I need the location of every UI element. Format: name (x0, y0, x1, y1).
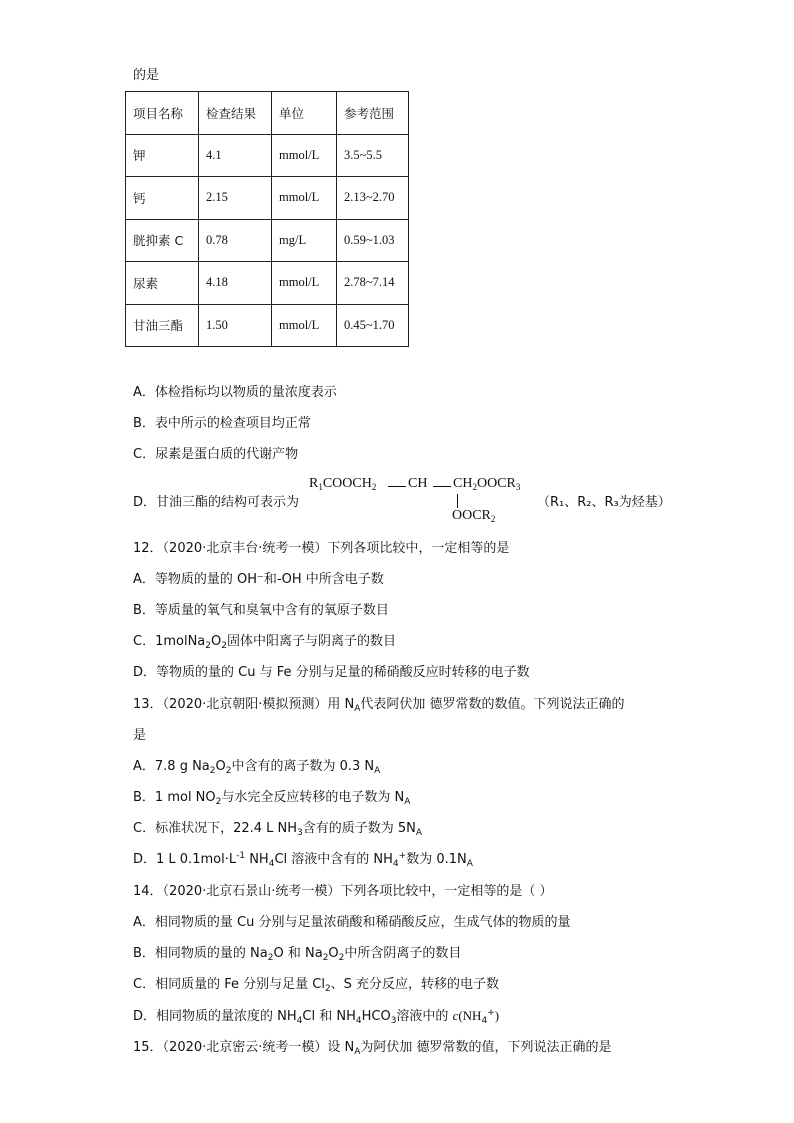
bond-left (388, 486, 406, 487)
q11-option-b: B．表中所示的检查项目均正常 (133, 416, 311, 431)
table-cell: 甘油三酯 (126, 304, 199, 347)
q11-option-c: C．尿素是蛋白质的代谢产物 (133, 447, 299, 462)
table-header-row (126, 92, 409, 135)
structure-right-group: $CH_2OOCR_3$ (453, 476, 521, 492)
q15-stem: 15．（2020·北京密云·统考一模）设 $N_A$为阿伏加 德罗常数的值，下列说法正确的是 (133, 1040, 612, 1057)
table-cell: mmol/L (272, 177, 337, 220)
q14-option-c: C．相同质量的 Fe 分别与足量 $Cl_2$、S 充分反应，转移的电子数 (133, 977, 500, 994)
q12-option-c: C．$1molNa_2O_2$固体中阳离子与阴离子的数目 (133, 634, 396, 651)
table-cell: 0.78 (199, 219, 272, 262)
q14-stem: 14．（2020·北京石景山·统考一模）下列各项比较中，一定相等的是（ ） (133, 884, 553, 899)
table-cell: 钙 (126, 177, 199, 220)
table-row (126, 177, 409, 220)
intro-tail-text: 的是 (133, 68, 160, 83)
table-cell: mmol/L (272, 304, 337, 347)
table-header-cell: 检查结果 (199, 92, 272, 135)
table-cell: 0.45~1.70 (337, 304, 409, 347)
table-cell: 4.1 (199, 134, 272, 177)
table-row (126, 262, 409, 305)
lab-results-table (125, 91, 409, 347)
q12-option-d: D．等物质的量的 Cu 与 Fe 分别与足量的稀硝酸反应时转移的电子数 (133, 665, 530, 680)
q13-option-d: D．1 L $0.1mol\cdot L^{-1}$ $NH_4Cl$ 溶液中含有的 $NH_4^+$数为 $0.1N_A$ (133, 851, 473, 869)
table-row (126, 304, 409, 347)
q14-option-a: A．相同物质的量 Cu 分别与足量浓硝酸和稀硝酸反应，生成气体的物质的量 (133, 915, 571, 930)
structure-bottom-group: $OOCR_2$ (452, 508, 496, 524)
table-header-cell: 项目名称 (126, 92, 199, 135)
table-cell: 胱抑素 C (126, 219, 199, 262)
q13-option-b: B．1 mol $NO_2$与水完全反应转移的电子数为 $N_A$ (133, 790, 411, 807)
q11-option-d: D．甘油三酯的结构可表示为 (133, 495, 300, 510)
q13-stem: 13．（2020·北京朝阳·模拟预测）用 $N_A$代表阿伏加 德罗常数的数值。下列说法正确的 (133, 697, 625, 714)
table-cell: 2.13~2.70 (337, 177, 409, 220)
q11-option-a: A．体检指标均以物质的量浓度表示 (133, 385, 337, 400)
table-cell: 尿素 (126, 262, 199, 305)
table-cell: 2.78~7.14 (337, 262, 409, 305)
table-cell: mmol/L (272, 134, 337, 177)
q13-option-c: C．标准状况下，22.4 L $NH_3$含有的质子数为 $5N_A$ (133, 821, 423, 838)
q14-option-d: D．相同物质的量浓度的 $NH_4Cl$ 和 $NH_4HCO_3$溶液中的 $c(NH_4^+)$ (133, 1008, 500, 1026)
table-cell: 钾 (126, 134, 199, 177)
table-cell: 0.59~1.03 (337, 219, 409, 262)
structure-left-group: $R_1COOCH_2$ (309, 476, 377, 492)
table-header-cell: 单位 (272, 92, 337, 135)
q13-option-a: A．7.8 g $Na_2O_2$中含有的离子数为 0.3 $N_A$ (133, 759, 381, 776)
structure-center-group: CH (408, 476, 428, 491)
table-header-cell: 参考范围 (337, 92, 409, 135)
q12-stem: 12．（2020·北京丰台·统考一模）下列各项比较中，一定相等的是 (133, 541, 510, 556)
q14-option-b: B．相同物质的量的 $Na_2O$ 和 $Na_2O_2$中所含阴离子的数目 (133, 946, 462, 963)
table-cell: 3.5~5.5 (337, 134, 409, 177)
table-row (126, 134, 409, 177)
q12-option-b: B．等质量的氧气和臭氧中含有的氧原子数目 (133, 603, 389, 618)
q13-stem-line2: 是 (133, 728, 147, 743)
table-cell: 2.15 (199, 177, 272, 220)
bond-vertical (457, 494, 458, 508)
table-cell: mmol/L (272, 262, 337, 305)
q11-option-d-suffix: （R₁、R₂、R₃为烃基） (537, 495, 671, 510)
table-cell: 1.50 (199, 304, 272, 347)
q12-option-a: A．等物质的量的 OH⁻和-OH 中所含电子数 (133, 572, 384, 587)
table-cell: mg/L (272, 219, 337, 262)
table-row (126, 219, 409, 262)
table-cell: 4.18 (199, 262, 272, 305)
bond-right (433, 486, 451, 487)
